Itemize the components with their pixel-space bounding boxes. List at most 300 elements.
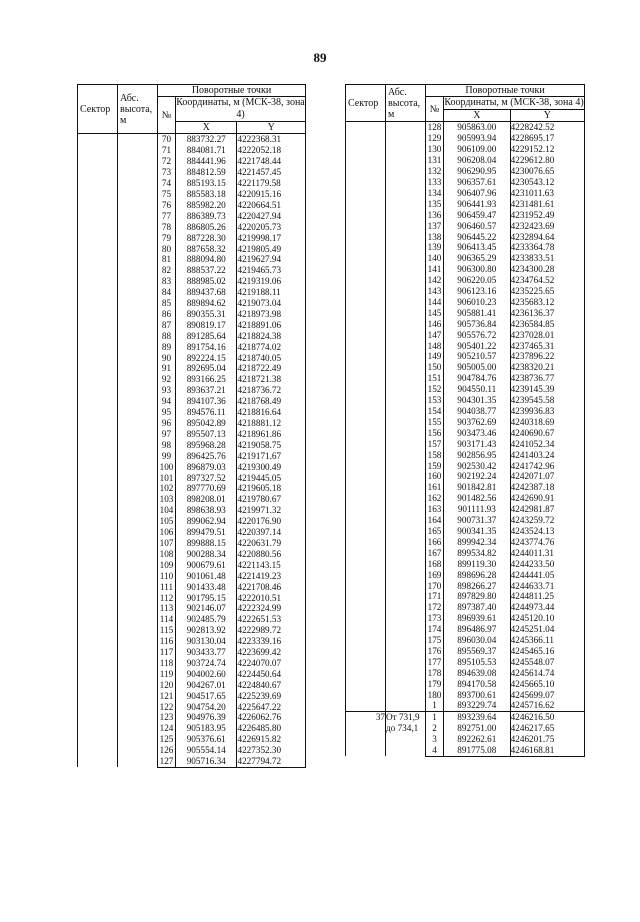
x-coordinate-cell: 906459.47: [444, 209, 511, 220]
y-coordinate-cell: 4224450.64: [237, 668, 306, 679]
point-number-cell: 75: [158, 189, 176, 200]
point-number-cell: 3: [426, 734, 444, 745]
y-coordinate-cell: 4221748.44: [237, 156, 306, 167]
sector-header: Сектор: [346, 85, 386, 122]
x-coordinate-cell: 904038.77: [444, 406, 511, 417]
x-coordinate-cell: 904301.35: [444, 395, 511, 406]
number-header: №: [158, 97, 176, 134]
y-coordinate-cell: 4245716.62: [510, 700, 584, 711]
y-coordinate-cell: 4220397.14: [237, 527, 306, 538]
x-coordinate-cell: 905401.22: [444, 340, 511, 351]
x-coordinate-cell: 906010.23: [444, 297, 511, 308]
y-coordinate-cell: 4222052.18: [237, 145, 306, 156]
point-number-cell: 141: [426, 264, 444, 275]
turning-points-header: Поворотные точки: [426, 85, 585, 97]
y-coordinate-cell: 4246168.81: [510, 745, 584, 756]
point-number-cell: 84: [158, 287, 176, 298]
y-coordinate-cell: 4218740.05: [237, 352, 306, 363]
point-number-cell: 124: [158, 723, 176, 734]
y-coordinate-cell: 4223699.42: [237, 647, 306, 658]
x-coordinate-cell: 899062.94: [176, 516, 237, 527]
y-coordinate-cell: 4245465.16: [510, 646, 584, 657]
y-coordinate-cell: 4243774.76: [510, 536, 584, 547]
x-coordinate-cell: 899119.30: [444, 558, 511, 569]
point-number-cell: 180: [426, 689, 444, 700]
y-coordinate-cell: 4229612.80: [510, 155, 584, 166]
table-row: [346, 711, 585, 722]
point-number-cell: 2: [426, 723, 444, 734]
x-header: X: [176, 122, 237, 134]
x-coordinate-cell: 900679.61: [176, 559, 237, 570]
x-coordinate-cell: 887658.32: [176, 243, 237, 254]
abs-height-cell: [386, 122, 426, 712]
y-coordinate-cell: 4241403.24: [510, 449, 584, 460]
point-number-cell: 150: [426, 362, 444, 373]
y-coordinate-cell: 4232423.69: [510, 220, 584, 231]
y-coordinate-cell: 4218973.98: [237, 309, 306, 320]
point-number-cell: 129: [426, 133, 444, 144]
x-coordinate-cell: 901433.48: [176, 581, 237, 592]
x-coordinate-cell: 902813.92: [176, 625, 237, 636]
x-coordinate-cell: 901111.93: [444, 504, 511, 515]
point-number-cell: 160: [426, 471, 444, 482]
y-coordinate-cell: 4245120.10: [510, 613, 584, 624]
y-coordinate-cell: 4226062.76: [237, 712, 306, 723]
y-coordinate-cell: 4234764.52: [510, 275, 584, 286]
point-number-cell: 102: [158, 483, 176, 494]
x-coordinate-cell: 899479.51: [176, 527, 237, 538]
y-coordinate-cell: 4244441.05: [510, 569, 584, 580]
point-number-cell: 80: [158, 243, 176, 254]
y-coordinate-cell: 4220176.90: [237, 516, 306, 527]
left-table-body: [78, 134, 306, 768]
point-number-cell: 119: [158, 668, 176, 679]
y-coordinate-cell: 4220205.73: [237, 221, 306, 232]
point-number-cell: 93: [158, 385, 176, 396]
y-coordinate-cell: 4244811.25: [510, 591, 584, 602]
point-number-cell: 122: [158, 701, 176, 712]
x-coordinate-cell: 885193.15: [176, 178, 237, 189]
y-coordinate-cell: 4220880.56: [237, 548, 306, 559]
y-coordinate-cell: 4241052.34: [510, 438, 584, 449]
x-coordinate-cell: 903171.43: [444, 438, 511, 449]
y-coordinate-cell: 4242981.87: [510, 504, 584, 515]
point-number-cell: 143: [426, 286, 444, 297]
y-coordinate-cell: 4225647.22: [237, 701, 306, 712]
point-number-cell: 172: [426, 602, 444, 613]
x-coordinate-cell: 884081.71: [176, 145, 237, 156]
x-coordinate-cell: 905183.95: [176, 723, 237, 734]
point-number-cell: 138: [426, 231, 444, 242]
y-coordinate-cell: 4219465.73: [237, 265, 306, 276]
x-coordinate-cell: 905716.34: [176, 756, 237, 767]
y-coordinate-cell: 4244233.50: [510, 558, 584, 569]
y-coordinate-cell: 4245699.07: [510, 689, 584, 700]
y-coordinate-cell: 4237465.31: [510, 340, 584, 351]
y-coordinate-cell: 4245614.74: [510, 667, 584, 678]
y-coordinate-cell: 4218881.12: [237, 418, 306, 429]
y-coordinate-cell: 4220631.79: [237, 538, 306, 549]
x-coordinate-cell: 899942.34: [444, 536, 511, 547]
x-coordinate-cell: 902530.42: [444, 460, 511, 471]
y-coordinate-cell: 4226485.80: [237, 723, 306, 734]
point-number-cell: 97: [158, 428, 176, 439]
x-coordinate-cell: 897770.69: [176, 483, 237, 494]
y-coordinate-cell: 4222368.31: [237, 134, 306, 145]
point-number-cell: 71: [158, 145, 176, 156]
point-number-cell: 78: [158, 221, 176, 232]
y-coordinate-cell: 4231011.63: [510, 187, 584, 198]
point-number-cell: 103: [158, 494, 176, 505]
x-header: X: [444, 110, 511, 122]
x-coordinate-cell: 906365.29: [444, 253, 511, 264]
x-coordinate-cell: 905736.84: [444, 318, 511, 329]
x-coordinate-cell: 892262.61: [444, 734, 511, 745]
y-coordinate-cell: 4221179.58: [237, 178, 306, 189]
y-coordinate-cell: 4242387.18: [510, 482, 584, 493]
y-coordinate-cell: 4223339.16: [237, 636, 306, 647]
point-number-cell: 95: [158, 407, 176, 418]
point-number-cell: 176: [426, 646, 444, 657]
x-coordinate-cell: 901482.56: [444, 493, 511, 504]
point-number-cell: 125: [158, 734, 176, 745]
y-coordinate-cell: 4221708.46: [237, 581, 306, 592]
y-coordinate-cell: 4240318.69: [510, 416, 584, 427]
x-coordinate-cell: 902856.95: [444, 449, 511, 460]
x-coordinate-cell: 887228.30: [176, 232, 237, 243]
point-number-cell: 158: [426, 449, 444, 460]
y-coordinate-cell: 4242690.91: [510, 493, 584, 504]
x-coordinate-cell: 903130.04: [176, 636, 237, 647]
point-number-cell: 134: [426, 187, 444, 198]
point-number-cell: 127: [158, 756, 176, 767]
point-number-cell: 99: [158, 450, 176, 461]
point-number-cell: 151: [426, 373, 444, 384]
x-coordinate-cell: 904550.11: [444, 384, 511, 395]
x-coordinate-cell: 898208.01: [176, 494, 237, 505]
point-number-cell: 126: [158, 745, 176, 756]
y-coordinate-cell: 4245251.04: [510, 624, 584, 635]
sector-cell: [346, 122, 386, 712]
y-coordinate-cell: 4239545.58: [510, 395, 584, 406]
y-coordinate-cell: 4218891.06: [237, 319, 306, 330]
coordinates-table-right: [345, 84, 585, 757]
table-row: [346, 122, 585, 133]
point-number-cell: 145: [426, 307, 444, 318]
x-coordinate-cell: 891775.08: [444, 745, 511, 756]
y-coordinate-cell: 4221143.15: [237, 559, 306, 570]
point-number-cell: 86: [158, 309, 176, 320]
y-coordinate-cell: 4218721.38: [237, 374, 306, 385]
point-number-cell: 174: [426, 624, 444, 635]
x-coordinate-cell: 902485.79: [176, 614, 237, 625]
x-coordinate-cell: 902192.24: [444, 471, 511, 482]
x-coordinate-cell: 903433.77: [176, 647, 237, 658]
point-number-cell: 128: [426, 122, 444, 133]
point-number-cell: 132: [426, 166, 444, 177]
point-number-cell: 120: [158, 679, 176, 690]
point-number-cell: 4: [426, 745, 444, 756]
y-coordinate-cell: 4218824.38: [237, 330, 306, 341]
point-number-cell: 77: [158, 210, 176, 221]
point-number-cell: 165: [426, 526, 444, 537]
x-coordinate-cell: 892224.15: [176, 352, 237, 363]
point-number-cell: 107: [158, 538, 176, 549]
x-coordinate-cell: 894576.11: [176, 407, 237, 418]
x-coordinate-cell: 903762.69: [444, 416, 511, 427]
y-coordinate-cell: 4222651.53: [237, 614, 306, 625]
x-coordinate-cell: 906460.57: [444, 220, 511, 231]
point-number-cell: 171: [426, 591, 444, 602]
y-coordinate-cell: 4219445.05: [237, 472, 306, 483]
x-coordinate-cell: 906220.05: [444, 275, 511, 286]
point-number-cell: 121: [158, 690, 176, 701]
y-coordinate-cell: 4219073.04: [237, 298, 306, 309]
x-coordinate-cell: 901061.48: [176, 570, 237, 581]
y-coordinate-cell: 4234300.28: [510, 264, 584, 275]
point-number-cell: 140: [426, 253, 444, 264]
x-coordinate-cell: 906357.61: [444, 177, 511, 188]
point-number-cell: 148: [426, 340, 444, 351]
point-number-cell: 76: [158, 199, 176, 210]
point-number-cell: 104: [158, 505, 176, 516]
sector-cell: [78, 134, 118, 768]
x-coordinate-cell: 905881.41: [444, 307, 511, 318]
x-coordinate-cell: 886805.26: [176, 221, 237, 232]
point-number-cell: 83: [158, 276, 176, 287]
point-number-cell: 130: [426, 144, 444, 155]
point-number-cell: 114: [158, 614, 176, 625]
x-coordinate-cell: 893229.74: [444, 700, 511, 711]
x-coordinate-cell: 894639.08: [444, 667, 511, 678]
x-coordinate-cell: 891754.16: [176, 341, 237, 352]
y-coordinate-cell: 4218816.64: [237, 407, 306, 418]
x-coordinate-cell: 904002.60: [176, 668, 237, 679]
y-coordinate-cell: 4227352.30: [237, 745, 306, 756]
table-row: [78, 134, 306, 145]
turning-points-header: Поворотные точки: [158, 85, 306, 97]
point-number-cell: 178: [426, 667, 444, 678]
x-coordinate-cell: 886389.73: [176, 210, 237, 221]
y-coordinate-cell: 4237896.22: [510, 351, 584, 362]
x-coordinate-cell: 889894.62: [176, 298, 237, 309]
point-number-cell: 166: [426, 536, 444, 547]
y-coordinate-cell: 4218774.02: [237, 341, 306, 352]
y-header: Y: [510, 110, 584, 122]
x-coordinate-cell: 892751.00: [444, 723, 511, 734]
x-coordinate-cell: 884441.96: [176, 156, 237, 167]
x-coordinate-cell: 892695.04: [176, 363, 237, 374]
y-coordinate-cell: 4238736.77: [510, 373, 584, 384]
point-number-cell: 81: [158, 254, 176, 265]
point-number-cell: 167: [426, 547, 444, 558]
y-coordinate-cell: 4219300.49: [237, 461, 306, 472]
x-coordinate-cell: 896486.97: [444, 624, 511, 635]
x-coordinate-cell: 906407.96: [444, 187, 511, 198]
point-number-cell: 94: [158, 396, 176, 407]
x-coordinate-cell: 905554.14: [176, 745, 237, 756]
right-table-body: [346, 122, 585, 757]
y-coordinate-cell: 4225239.69: [237, 690, 306, 701]
y-coordinate-cell: 4220664.51: [237, 199, 306, 210]
point-number-cell: 161: [426, 482, 444, 493]
point-number-cell: 88: [158, 330, 176, 341]
x-coordinate-cell: 901842.81: [444, 482, 511, 493]
x-coordinate-cell: 906300.80: [444, 264, 511, 275]
x-coordinate-cell: 895105.53: [444, 656, 511, 667]
y-header: Y: [237, 122, 306, 134]
y-coordinate-cell: 4245366.11: [510, 635, 584, 646]
point-number-cell: 82: [158, 265, 176, 276]
point-number-cell: 100: [158, 461, 176, 472]
y-coordinate-cell: 4219805.49: [237, 243, 306, 254]
x-coordinate-cell: 898638.93: [176, 505, 237, 516]
point-number-cell: 170: [426, 580, 444, 591]
x-coordinate-cell: 893239.64: [444, 711, 511, 722]
point-number-cell: 135: [426, 198, 444, 209]
point-number-cell: 89: [158, 341, 176, 352]
y-coordinate-cell: 4239145.39: [510, 384, 584, 395]
x-coordinate-cell: 900341.35: [444, 526, 511, 537]
y-coordinate-cell: 4246217.65: [510, 723, 584, 734]
y-coordinate-cell: 4219627.94: [237, 254, 306, 265]
y-coordinate-cell: 4229152.12: [510, 144, 584, 155]
point-number-cell: 162: [426, 493, 444, 504]
point-number-cell: 133: [426, 177, 444, 188]
x-coordinate-cell: 898266.27: [444, 580, 511, 591]
y-coordinate-cell: 4230543.12: [510, 177, 584, 188]
point-number-cell: 116: [158, 636, 176, 647]
y-coordinate-cell: 4227794.72: [237, 756, 306, 767]
point-number-cell: 85: [158, 298, 176, 309]
y-coordinate-cell: 4233833.51: [510, 253, 584, 264]
y-coordinate-cell: 4219058.75: [237, 439, 306, 450]
y-coordinate-cell: 4219780.67: [237, 494, 306, 505]
x-coordinate-cell: 889437.68: [176, 287, 237, 298]
point-number-cell: 91: [158, 363, 176, 374]
point-number-cell: 179: [426, 678, 444, 689]
x-coordinate-cell: 904976.39: [176, 712, 237, 723]
point-number-cell: 163: [426, 504, 444, 515]
x-coordinate-cell: 893166.25: [176, 374, 237, 385]
y-coordinate-cell: 4231481.61: [510, 198, 584, 209]
point-number-cell: 137: [426, 220, 444, 231]
x-coordinate-cell: 904754.20: [176, 701, 237, 712]
coordinates-table-left: [77, 84, 306, 768]
point-number-cell: 72: [158, 156, 176, 167]
x-coordinate-cell: 904267.01: [176, 679, 237, 690]
sector-cell: 37: [346, 711, 386, 756]
x-coordinate-cell: 906109.00: [444, 144, 511, 155]
x-coordinate-cell: 885982.20: [176, 199, 237, 210]
y-coordinate-cell: 4235225.65: [510, 286, 584, 297]
x-coordinate-cell: 905210.57: [444, 351, 511, 362]
y-coordinate-cell: 4222324.99: [237, 603, 306, 614]
x-coordinate-cell: 895507.13: [176, 428, 237, 439]
y-coordinate-cell: 4218722.49: [237, 363, 306, 374]
y-coordinate-cell: 4243259.72: [510, 515, 584, 526]
number-header: №: [426, 97, 444, 122]
point-number-cell: 1: [426, 711, 444, 722]
y-coordinate-cell: 4224840.67: [237, 679, 306, 690]
x-coordinate-cell: 903724.74: [176, 658, 237, 669]
y-coordinate-cell: 4222989.72: [237, 625, 306, 636]
y-coordinate-cell: 4226915.82: [237, 734, 306, 745]
point-number-cell: 152: [426, 384, 444, 395]
x-coordinate-cell: 906123.16: [444, 286, 511, 297]
x-coordinate-cell: 888537.22: [176, 265, 237, 276]
abs-height-cell: От 731,9 до 734,1: [386, 711, 426, 756]
page-number: 89: [313, 50, 327, 65]
x-coordinate-cell: 883732.27: [176, 134, 237, 145]
point-number-cell: 110: [158, 570, 176, 581]
x-coordinate-cell: 897327.52: [176, 472, 237, 483]
y-coordinate-cell: 4244973.44: [510, 602, 584, 613]
point-number-cell: 149: [426, 351, 444, 362]
y-coordinate-cell: 4246216.50: [510, 711, 584, 722]
y-coordinate-cell: 4218768.49: [237, 396, 306, 407]
y-coordinate-cell: 4222010.51: [237, 592, 306, 603]
y-coordinate-cell: 4238320.21: [510, 362, 584, 373]
x-coordinate-cell: 890355.31: [176, 309, 237, 320]
y-coordinate-cell: 4219319.06: [237, 276, 306, 287]
point-number-cell: 112: [158, 592, 176, 603]
y-coordinate-cell: 4244633.71: [510, 580, 584, 591]
x-coordinate-cell: 890819.17: [176, 319, 237, 330]
x-coordinate-cell: 888094.80: [176, 254, 237, 265]
y-coordinate-cell: 4219971.32: [237, 505, 306, 516]
x-coordinate-cell: 900288.34: [176, 548, 237, 559]
x-coordinate-cell: 905863.00: [444, 122, 511, 133]
x-coordinate-cell: 888985.02: [176, 276, 237, 287]
y-coordinate-cell: 4224070.07: [237, 658, 306, 669]
point-number-cell: 79: [158, 232, 176, 243]
y-coordinate-cell: 4246201.75: [510, 734, 584, 745]
y-coordinate-cell: 4243524.13: [510, 526, 584, 537]
point-number-cell: 154: [426, 406, 444, 417]
point-number-cell: 105: [158, 516, 176, 527]
y-coordinate-cell: 4233364.78: [510, 242, 584, 253]
point-number-cell: 155: [426, 416, 444, 427]
point-number-cell: 146: [426, 318, 444, 329]
point-number-cell: 74: [158, 178, 176, 189]
point-number-cell: 147: [426, 329, 444, 340]
y-coordinate-cell: 4241742.96: [510, 460, 584, 471]
point-number-cell: 118: [158, 658, 176, 669]
x-coordinate-cell: 904784.76: [444, 373, 511, 384]
x-coordinate-cell: 891285.64: [176, 330, 237, 341]
point-number-cell: 70: [158, 134, 176, 145]
y-coordinate-cell: 4218961.86: [237, 428, 306, 439]
point-number-cell: 173: [426, 613, 444, 624]
point-number-cell: 157: [426, 438, 444, 449]
x-coordinate-cell: 906208.04: [444, 155, 511, 166]
point-number-cell: 106: [158, 527, 176, 538]
y-coordinate-cell: 4232894.64: [510, 231, 584, 242]
x-coordinate-cell: 895042.89: [176, 418, 237, 429]
y-coordinate-cell: 4245665.10: [510, 678, 584, 689]
x-coordinate-cell: 898696.28: [444, 569, 511, 580]
y-coordinate-cell: 4218736.72: [237, 385, 306, 396]
y-coordinate-cell: 4236584.85: [510, 318, 584, 329]
x-coordinate-cell: 896939.61: [444, 613, 511, 624]
point-number-cell: 90: [158, 352, 176, 363]
y-coordinate-cell: 4220915.16: [237, 189, 306, 200]
y-coordinate-cell: 4235683.12: [510, 297, 584, 308]
x-coordinate-cell: 884812.59: [176, 167, 237, 178]
point-number-cell: 111: [158, 581, 176, 592]
x-coordinate-cell: 895968.28: [176, 439, 237, 450]
